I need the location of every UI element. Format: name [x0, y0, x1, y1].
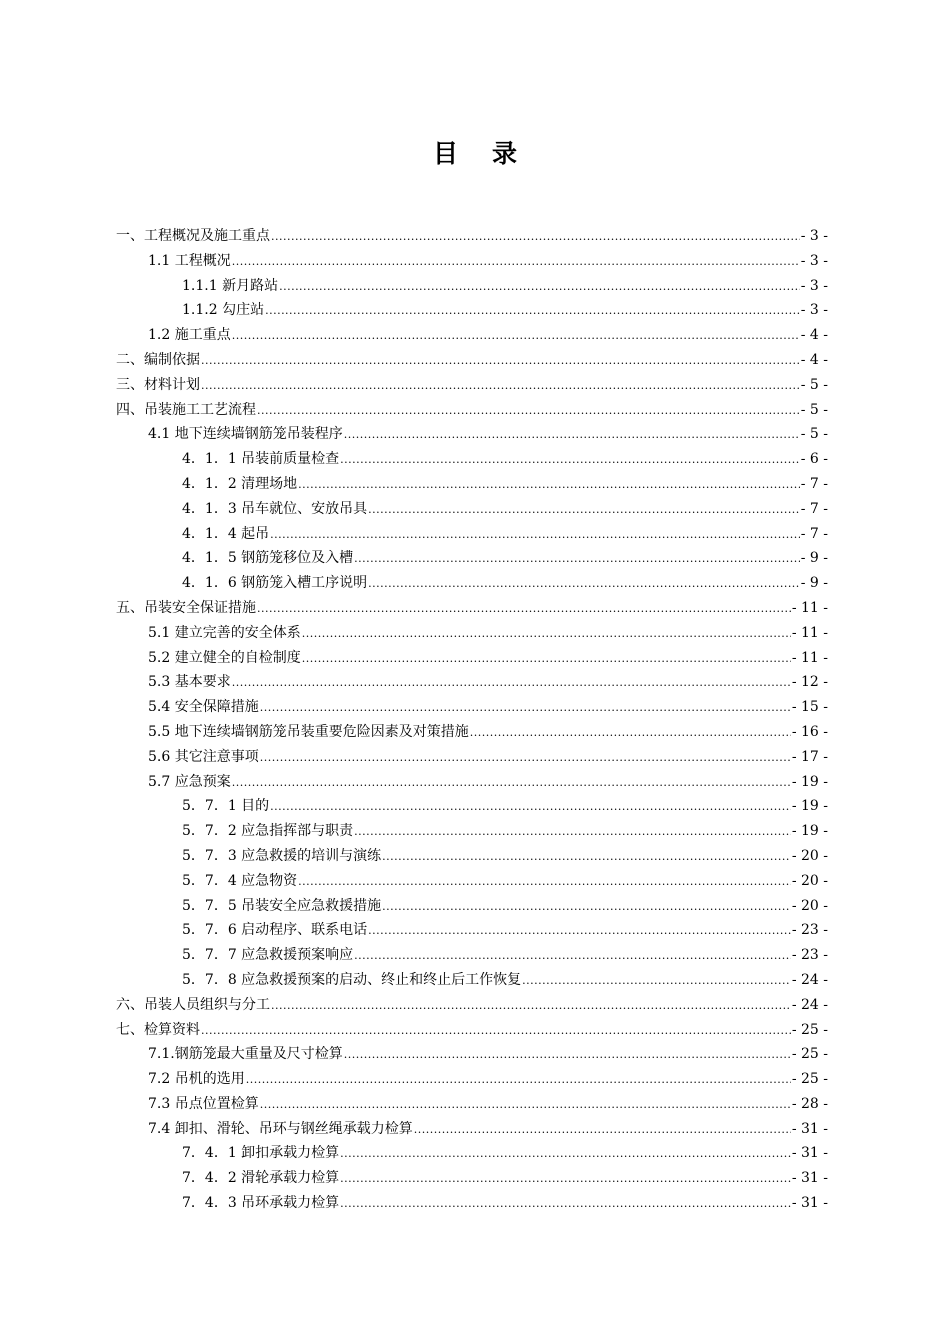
- toc-dot-leader: [232, 255, 800, 268]
- toc-entry[interactable]: [116, 647, 828, 672]
- toc-dot-leader: [368, 503, 800, 516]
- toc-dot-leader: [340, 1172, 791, 1185]
- toc-entry-label: 7.4 卸扣、滑轮、吊环与钢丝绳承载力检算: [148, 1120, 413, 1137]
- toc-entry-label: 三、材料计划: [116, 376, 200, 393]
- toc-entry-label: 四、吊装施工工艺流程: [116, 401, 256, 418]
- toc-entry[interactable]: [116, 1068, 828, 1093]
- toc-entry[interactable]: [116, 746, 828, 771]
- toc-entry-label: 5．7．2 应急指挥部与职责: [182, 823, 354, 840]
- toc-dot-leader: [232, 776, 791, 789]
- toc-entry-page-number: - 20 -: [791, 847, 828, 864]
- toc-dot-leader: [260, 1098, 791, 1111]
- toc-entry-label: 5．7．8 应急救援预案的启动、终止和终止后工作恢复: [182, 971, 522, 988]
- toc-entry[interactable]: [116, 523, 828, 548]
- toc-entry-page-number: - 16 -: [791, 723, 828, 740]
- toc-dot-leader: [354, 552, 800, 565]
- toc-entry[interactable]: [116, 1167, 828, 1192]
- toc-dot-leader: [368, 924, 791, 937]
- toc-entry-label: 7．4．3 吊环承载力检算: [182, 1195, 340, 1212]
- toc-entry[interactable]: [116, 1043, 828, 1068]
- toc-entry-label: 4．1．4 起吊: [182, 525, 270, 542]
- toc-dot-leader: [344, 1048, 791, 1061]
- page-title: 目录: [432, 139, 551, 168]
- toc-entry[interactable]: [116, 895, 828, 920]
- toc-entry[interactable]: [116, 1093, 828, 1118]
- toc-dot-leader: [340, 453, 800, 466]
- toc-entry-page-number: - 11 -: [791, 649, 828, 666]
- toc-dot-leader: [246, 1073, 791, 1086]
- toc-dot-leader: [279, 280, 800, 293]
- toc-dot-leader: [414, 1123, 791, 1136]
- toc-entry[interactable]: [116, 771, 828, 796]
- toc-entry-label: 5.3 基本要求: [148, 674, 231, 691]
- toc-entry[interactable]: [116, 547, 828, 572]
- toc-entry-page-number: - 15 -: [791, 699, 828, 716]
- toc-entry-label: 7.2 吊机的选用: [148, 1071, 245, 1088]
- toc-entry[interactable]: [116, 597, 828, 622]
- toc-entry-page-number: - 9 -: [800, 575, 828, 592]
- toc-entry-label: 7.1.钢筋笼最大重量及尺寸检算: [148, 1046, 343, 1063]
- toc-entry[interactable]: [116, 1142, 828, 1167]
- toc-entry-page-number: - 9 -: [800, 550, 828, 567]
- toc-entry[interactable]: [116, 795, 828, 820]
- toc-entry[interactable]: [116, 622, 828, 647]
- toc-entry[interactable]: [116, 448, 828, 473]
- toc-entry-label: 1.1.1 新月路站: [182, 277, 279, 294]
- toc-entry[interactable]: [116, 423, 828, 448]
- toc-entry-page-number: - 3 -: [800, 277, 828, 294]
- toc-entry[interactable]: [116, 1192, 828, 1217]
- toc-dot-leader: [232, 676, 791, 689]
- toc-entry-page-number: - 31 -: [791, 1120, 828, 1137]
- toc-entry[interactable]: [116, 250, 828, 275]
- toc-entry-label: 5．7．6 启动程序、联系电话: [182, 922, 368, 939]
- toc-entry-label: 4．1．5 钢筋笼移位及入槽: [182, 550, 354, 567]
- toc-entry-page-number: - 28 -: [791, 1095, 828, 1112]
- toc-dot-leader: [201, 1024, 791, 1037]
- toc-entry-page-number: - 19 -: [791, 823, 828, 840]
- toc-entry[interactable]: [116, 324, 828, 349]
- toc-dot-leader: [271, 999, 791, 1012]
- toc-entry-label: 六、吊装人员组织与分工: [116, 996, 270, 1013]
- toc-entry-page-number: - 23 -: [791, 922, 828, 939]
- toc-entry-page-number: - 20 -: [791, 897, 828, 914]
- toc-entry-label: 5.5 地下连续墙钢筋笼吊装重要危险因素及对策措施: [148, 723, 469, 740]
- toc-entry-page-number: - 5 -: [800, 376, 828, 393]
- toc-entry[interactable]: [116, 498, 828, 523]
- toc-dot-leader: [354, 949, 791, 962]
- toc-entry-page-number: - 11 -: [791, 599, 828, 616]
- toc-entry[interactable]: [116, 671, 828, 696]
- toc-dot-leader: [344, 428, 800, 441]
- toc-entry-label: 五、吊装安全保证措施: [116, 599, 256, 616]
- toc-entry[interactable]: [116, 1118, 828, 1143]
- toc-entry-label: 4．1．6 钢筋笼入槽工序说明: [182, 575, 368, 592]
- toc-entry-label: 7．4．1 卸扣承载力检算: [182, 1145, 340, 1162]
- toc-entry-label: 1.2 施工重点: [148, 327, 231, 344]
- toc-entry[interactable]: [116, 721, 828, 746]
- toc-entry-label: 5.6 其它注意事项: [148, 748, 259, 765]
- toc-entry-page-number: - 11 -: [791, 624, 828, 641]
- toc-entry-label: 4．1．3 吊车就位、安放吊具: [182, 500, 368, 517]
- toc-entry-page-number: - 6 -: [800, 451, 828, 468]
- toc-dot-leader: [232, 329, 800, 342]
- toc-entry-page-number: - 23 -: [791, 947, 828, 964]
- toc-entry[interactable]: [116, 944, 828, 969]
- toc-entry[interactable]: [116, 374, 828, 399]
- toc-entry[interactable]: [116, 473, 828, 498]
- toc-dot-leader: [270, 528, 800, 541]
- toc-entry-page-number: - 24 -: [791, 971, 828, 988]
- toc-entry-page-number: - 5 -: [800, 426, 828, 443]
- toc-dot-leader: [270, 800, 791, 813]
- toc-entry-page-number: - 4 -: [800, 351, 828, 368]
- toc-entry-page-number: - 25 -: [791, 1021, 828, 1038]
- toc-dot-leader: [257, 404, 800, 417]
- toc-entry-page-number: - 25 -: [791, 1046, 828, 1063]
- toc-dot-leader: [354, 825, 791, 838]
- toc-entry[interactable]: [116, 399, 828, 424]
- toc-entry-page-number: - 5 -: [800, 401, 828, 418]
- toc-dot-leader: [271, 230, 800, 243]
- toc-entry-page-number: - 3 -: [800, 252, 828, 269]
- toc-dot-leader: [302, 652, 791, 665]
- toc-dot-leader: [368, 577, 800, 590]
- toc-dot-leader: [201, 379, 800, 392]
- toc-entry-label: 4．1．2 清理场地: [182, 475, 298, 492]
- toc-entry-label: 5．7．3 应急救援的培训与演练: [182, 847, 382, 864]
- toc-entry[interactable]: [116, 994, 828, 1019]
- toc-dot-leader: [201, 354, 800, 367]
- toc-entry-page-number: - 19 -: [791, 798, 828, 815]
- toc-entry-label: 5.1 建立完善的安全体系: [148, 624, 301, 641]
- toc-dot-leader: [522, 974, 791, 987]
- toc-entry[interactable]: [116, 349, 828, 374]
- toc-entry-label: 1.1 工程概况: [148, 252, 231, 269]
- toc-entry-page-number: - 3 -: [800, 302, 828, 319]
- toc-entry-page-number: - 31 -: [791, 1195, 828, 1212]
- toc-entry-label: 7.3 吊点位置检算: [148, 1095, 259, 1112]
- toc-entry-label: 5．7．4 应急物资: [182, 872, 298, 889]
- toc-entry[interactable]: [116, 919, 828, 944]
- toc-entry-page-number: - 4 -: [800, 327, 828, 344]
- toc-entry[interactable]: [116, 275, 828, 300]
- toc-entry[interactable]: [116, 696, 828, 721]
- toc-entry-page-number: - 7 -: [800, 475, 828, 492]
- toc-entry[interactable]: [116, 969, 828, 994]
- toc-entry-page-number: - 17 -: [791, 748, 828, 765]
- toc-entry-label: 二、编制依据: [116, 351, 200, 368]
- toc-entry[interactable]: [116, 870, 828, 895]
- toc-entry-page-number: - 19 -: [791, 773, 828, 790]
- table-of-contents: [116, 225, 828, 1217]
- toc-dot-leader: [265, 304, 800, 317]
- toc-entry-page-number: - 31 -: [791, 1145, 828, 1162]
- toc-entry-label: 七、检算资料: [116, 1021, 200, 1038]
- toc-entry-label: 5.4 安全保障措施: [148, 699, 259, 716]
- toc-dot-leader: [260, 751, 791, 764]
- toc-dot-leader: [382, 900, 791, 913]
- toc-dot-leader: [298, 478, 800, 491]
- toc-entry-page-number: - 25 -: [791, 1071, 828, 1088]
- toc-entry-label: 一、工程概况及施工重点: [116, 228, 270, 244]
- toc-dot-leader: [470, 726, 791, 739]
- toc-dot-leader: [340, 1147, 791, 1160]
- toc-entry-page-number: - 7 -: [800, 525, 828, 542]
- toc-entry-page-number: - 20 -: [791, 872, 828, 889]
- toc-entry-label: 5．7．7 应急救援预案响应: [182, 947, 354, 964]
- toc-entry-label: 5.2 建立健全的自检制度: [148, 649, 301, 666]
- toc-entry-label: 4.1 地下连续墙钢筋笼吊装程序: [148, 426, 343, 443]
- toc-entry-page-number: - 3 -: [800, 228, 828, 244]
- toc-dot-leader: [260, 701, 791, 714]
- toc-entry[interactable]: [116, 845, 828, 870]
- toc-entry-label: 5．7．1 目的: [182, 798, 270, 815]
- toc-entry-page-number: - 31 -: [791, 1170, 828, 1187]
- toc-entry[interactable]: [116, 225, 828, 250]
- toc-entry[interactable]: [116, 820, 828, 845]
- toc-entry[interactable]: [116, 1019, 828, 1044]
- toc-dot-leader: [257, 602, 791, 615]
- toc-dot-leader: [340, 1197, 791, 1210]
- toc-entry-label: 7．4．2 滑轮承载力检算: [182, 1170, 340, 1187]
- toc-entry[interactable]: [116, 572, 828, 597]
- toc-entry[interactable]: [116, 299, 828, 324]
- toc-entry-label: 4．1．1 吊装前质量检查: [182, 451, 340, 468]
- toc-dot-leader: [302, 627, 791, 640]
- toc-dot-leader: [298, 875, 791, 888]
- toc-entry-label: 5．7．5 吊装安全应急救援措施: [182, 897, 382, 914]
- toc-entry-page-number: - 24 -: [791, 996, 828, 1013]
- toc-entry-label: 1.1.2 勾庄站: [182, 302, 265, 319]
- toc-dot-leader: [382, 850, 791, 863]
- toc-entry-label: 5.7 应急预案: [148, 773, 231, 790]
- toc-entry-page-number: - 12 -: [791, 674, 828, 691]
- toc-entry-page-number: - 7 -: [800, 500, 828, 517]
